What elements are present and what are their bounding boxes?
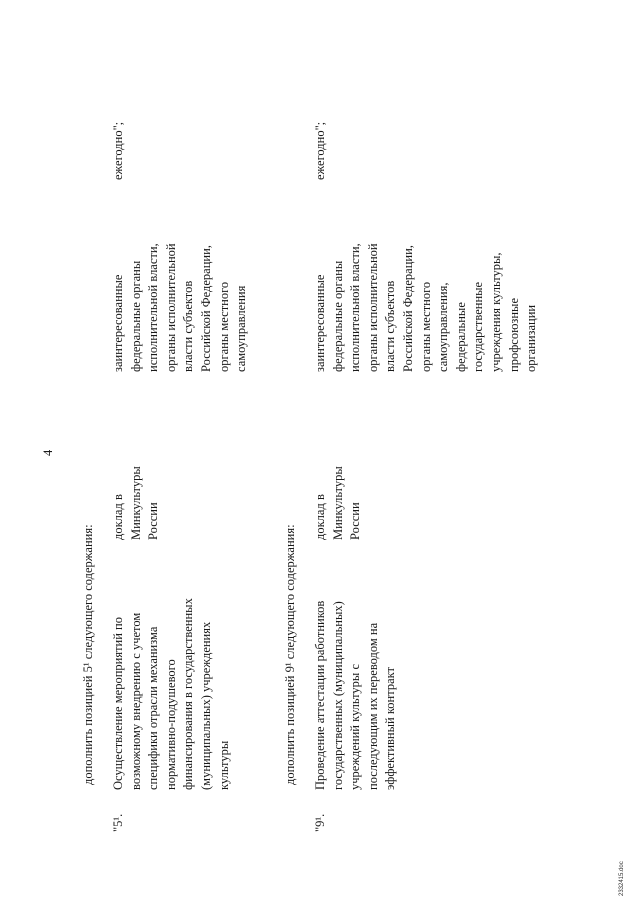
responsible-line: самоуправления <box>234 285 249 372</box>
section-1-term: ежегодно"; <box>111 121 125 180</box>
section-2-result <box>312 466 365 540</box>
responsible-line: самоуправления, <box>436 282 451 372</box>
responsible-line: власти субъектов <box>181 280 196 372</box>
measure-line: Проведение аттестации работников <box>313 600 327 790</box>
result-line: Минкультуры <box>330 466 345 540</box>
section-2-intro: дополнить позицией 9¹ следующего содержания: <box>283 524 297 785</box>
responsible-line: Российской Федерации, <box>198 245 213 372</box>
measure-line: специфики отрасли механизма <box>146 626 161 790</box>
responsible-line: органы местного <box>216 281 231 372</box>
responsible-line: Российской Федерации, <box>400 245 415 372</box>
responsible-line: органы исполнительной <box>365 243 380 372</box>
measure-line: культуры <box>216 740 231 790</box>
section-2-measure <box>312 601 400 790</box>
result-line: доклад в <box>111 494 125 540</box>
measure-line: (муниципальных) учреждениях <box>198 621 213 790</box>
section-1-number: "5¹. <box>111 813 125 832</box>
section-1-result <box>110 466 163 540</box>
responsible-line: федеральные <box>453 302 468 372</box>
measure-line: последующим их переводом на <box>365 622 380 790</box>
responsible-line: органы исполнительной <box>163 243 178 372</box>
section-1-measure <box>110 598 233 790</box>
measure-line: государственных (муниципальных) <box>330 601 345 790</box>
measure-line: Осуществление мероприятий по <box>111 617 125 790</box>
result-line: России <box>348 502 363 540</box>
responsible-line: исполнительной власти, <box>348 243 363 372</box>
result-line: Минкультуры <box>128 466 143 540</box>
responsible-line: федеральные органы <box>330 260 345 372</box>
responsible-line: государственные <box>471 281 486 372</box>
footer-file-reference: 2332415.doc <box>619 861 625 896</box>
section-2-term: ежегодно"; <box>313 121 327 180</box>
measure-line: учреждений культуры с <box>348 663 363 790</box>
responsible-line: организации <box>524 304 539 372</box>
section-2-responsible <box>312 243 541 372</box>
result-line: доклад в <box>313 494 327 540</box>
responsible-line: органы местного <box>418 281 433 372</box>
measure-line: возможному внедрению с учетом <box>128 612 143 790</box>
responsible-line: власти субъектов <box>383 280 398 372</box>
measure-line: нормативно-подушевого <box>163 659 178 790</box>
responsible-line: заинтересованные <box>111 274 125 372</box>
page-number: 4 <box>41 449 55 456</box>
section-1-intro: дополнить позицией 5¹ следующего содержания: <box>81 524 95 785</box>
measure-line: эффективный контракт <box>383 667 398 790</box>
responsible-line: профсоюзные <box>506 298 521 372</box>
responsible-line: федеральные органы <box>128 260 143 372</box>
responsible-line: заинтересованные <box>313 274 327 372</box>
section-2-number: "9¹. <box>313 813 327 832</box>
section-1-responsible <box>110 243 251 372</box>
responsible-line: учреждения культуры, <box>488 252 503 372</box>
responsible-line: исполнительной власти, <box>146 243 161 372</box>
measure-line: финансирования в государственных <box>181 598 196 790</box>
result-line: России <box>146 502 161 540</box>
